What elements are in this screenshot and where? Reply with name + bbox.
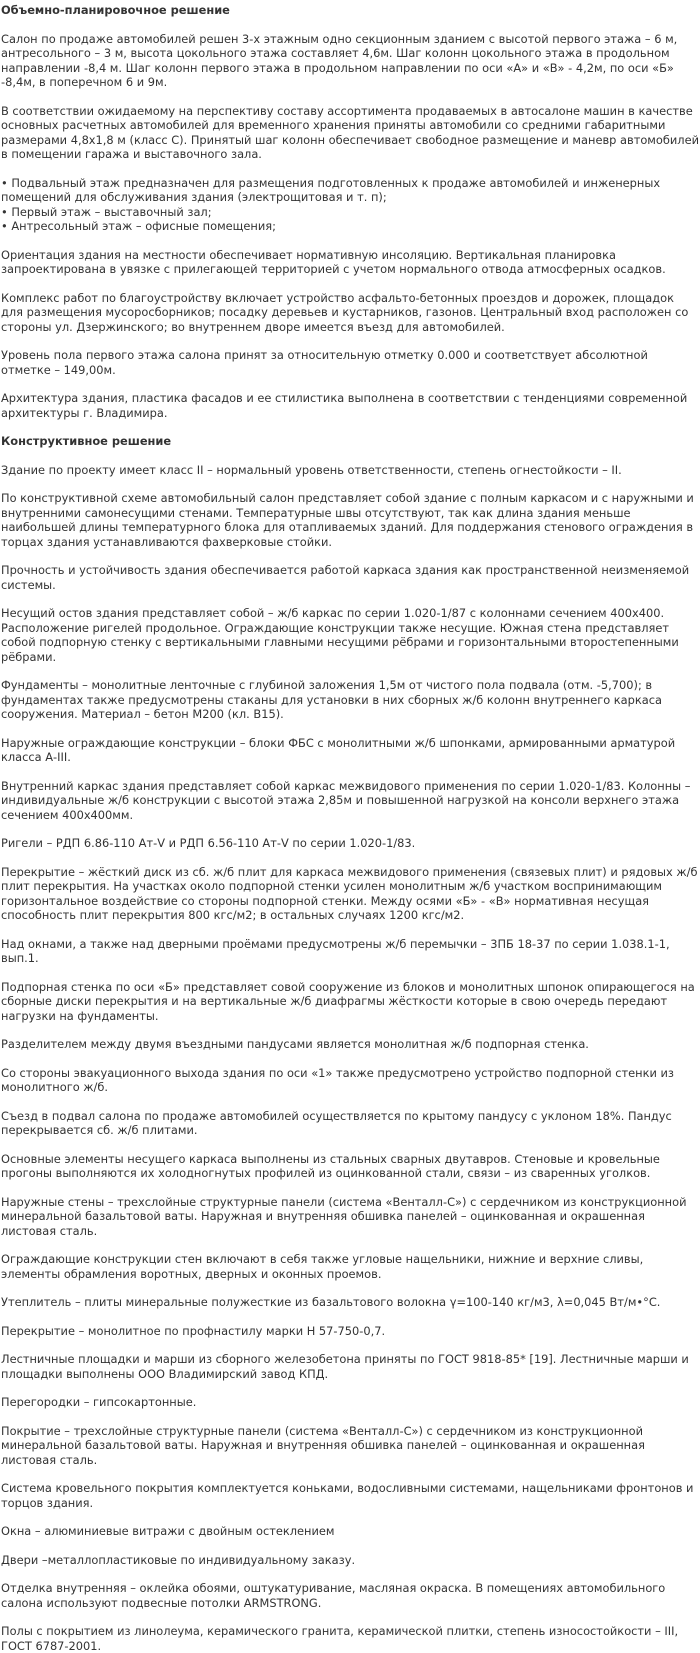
list-item: • Подвальный этаж предназначен для размещения подготовленных к продаже автомобилей и инженерных помещений для обслуживания здания (электрощитовая и т. п); — [1, 176, 699, 205]
paragraph: Подпорная стенка по оси «Б» представляет совой сооружение из блоков и монолитных шпонок опирающегося на сборные диски перекрытия и на вертикальные ж/б диафрагмы жёсткости которые в свою очередь передают нагрузки на фундаменты. — [1, 980, 699, 1024]
paragraph: Основные элементы несущего каркаса выполнены из стальных сварных двутавров. Стеновые и кровельные прогоны выполняются их холодногнутых профилей из оцинкованной стали, связи – из сваренных уголков. — [1, 1152, 699, 1181]
paragraph: Двери –металлопластиковые по индивидуальному заказу. — [1, 1553, 699, 1568]
paragraph: Фундаменты – монолитные ленточные с глубиной заложения 1,5м от чистого пола подвала (отм. -5,700); в фундаментах также предусмотрены стаканы для установки в них сборных ж/б колонн внутреннего каркаса сооружения. Материал – бетон М200 (кл. В15). — [1, 678, 699, 722]
paragraph: Полы с покрытием из линолеума, керамического гранита, керамической плитки, степень износостойкости – III, ГОСТ 6787-2001. — [1, 1624, 699, 1653]
paragraph: Прочность и устойчивость здания обеспечивается работой каркаса здания как пространственной неизменяемой системы. — [1, 563, 699, 592]
section-heading-structural: Конструктивное решение — [1, 434, 699, 449]
paragraph: Утеплитель – плиты минеральные полужесткие из базальтового волокна γ=100-140 кг/м3, λ=0,045 Вт/м•°С. — [1, 1295, 699, 1310]
paragraph: Съезд в подвал салона по продаже автомобилей осуществляется по крытому пандусу с уклоном 18%. Пандус перекрывается сб. ж/б плитами. — [1, 1109, 699, 1138]
paragraph: В соответствии ожидаемому на перспективу составу ассортимента продаваемых в автосалоне машин в качестве основных расчетных автомобилей для временного хранения приняты автомобили со средними габаритными размерами 4,8х1,8 м (класс С). Принятый шаг колонн обеспечивает свободное размещение и маневр автомобилей в помещении гаража и выставочного зала. — [1, 104, 699, 162]
paragraph: Наружные ограждающие конструкции – блоки ФБС с монолитными ж/б шпонками, армированными арматурой класса А-III. — [1, 736, 699, 765]
paragraph: Перекрытие – жёсткий диск из сб. ж/б плит для каркаса межвидового применения (связевых плит) и рядовых ж/б плит перекрытия. На участках около подпорной стенки усилен монолитным ж/б участком воспринимающим горизонтальное воздействие со стороны подпорной стенки. Между осями «Б» - «В» нормативная несущая способность плит перекрытия 800 кгс/м2; в остальных случаях 1200 кгс/м2. — [1, 865, 699, 923]
paragraph: По конструктивной схеме автомобильный салон представляет собой здание с полным каркасом и с наружными и внутренними самонесущими стенами. Температурные швы отсутствуют, так как длина здания меньше наибольшей длины температурного блока для отапливаемых зданий. Для поддержания стенового ограждения в торцах здания устанавливаются фахверковые стойки. — [1, 491, 699, 549]
paragraph: Система кровельного покрытия комплектуется коньками, водосливными системами, нащельниками фронтонов и торцов здания. — [1, 1481, 699, 1510]
structural-section-body — [1, 463, 699, 1653]
paragraph: Разделителем между двумя въездными пандусами является монолитная ж/б подпорная стенка. — [1, 1037, 699, 1052]
paragraph: Лестничные площадки и марши из сборного железобетона приняты по ГОСТ 9818-85* [19]. Лестничные марши и площадки выполнены ООО Владимирский завод КПД. — [1, 1352, 699, 1381]
paragraph: Покрытие – трехслойные структурные панели (система «Венталл-С») с сердечником из конструкционной минеральной базальтовой ваты. Наружная и внутренняя обшивка панелей – оцинкованная и окрашенная листовая сталь. — [1, 1424, 699, 1468]
paragraph: Над окнами, а также над дверными проёмами предусмотрены ж/б перемычки – 3ПБ 18-37 по серии 1.038.1-1, вып.1. — [1, 937, 699, 966]
paragraph: Комплекс работ по благоустройству включает устройство асфальто-бетонных проездов и дорожек, площадок для размещения мусоросборников; посадку деревьев и кустарников, газонов. Центральный вход расположен со стороны ул. Дзержинского; во внутреннем дворе имеется въезд для автомобилей. — [1, 291, 699, 335]
paragraph: Перегородки – гипсокартонные. — [1, 1395, 699, 1410]
paragraph: Салон по продаже автомобилей решен 3-х этажным одно секционным зданием с высотой первого этажа – 6 м, антресольного – 3 м, высота цокольного этажа составляет 4,6м. Шаг колонн цокольного этажа в продольном направлении -8,4 м. Шаг колонн первого этажа в продольном направлении по оси «А» и «В» - 4,2м, по оси «Б» -8,4м, в поперечном 6 и 9м. — [1, 32, 699, 90]
paragraph: Ограждающие конструкции стен включают в себя также угловые нащельники, нижние и верхние сливы, элементы обрамления воротных, дверных и оконных проемов. — [1, 1252, 699, 1281]
paragraph: Несущий остов здания представляет собой – ж/б каркас по серии 1.020-1/87 с колоннами сечением 400х400. Расположение ригелей продольное. Ограждающие конструкции также несущие. Южная стена представляет собой подпорную стенку с вертикальными главными несущими рёбрами и горизонтальными второстепенными рёбрами. — [1, 606, 699, 664]
list-item: • Антресольный этаж – офисные помещения; — [1, 219, 699, 234]
paragraph: Окна – алюминиевые витражи с двойным остеклением — [1, 1524, 699, 1539]
section-heading-planning: Объемно-планировочное решение — [1, 3, 699, 18]
paragraph: Здание по проекту имеет класс II – нормальный уровень ответственности, степень огнестойкости – II. — [1, 463, 699, 478]
floor-list — [1, 176, 699, 234]
paragraph: Наружные стены – трехслойные структурные панели (система «Венталл-С») с сердечником из конструкционной минеральной базальтовой ваты. Наружная и внутренняя обшивка панелей – оцинкованная и окрашенная листовая сталь. — [1, 1195, 699, 1239]
paragraph: Ригели – РДП 6.86-110 Ат-V и РДП 6.56-110 Ат-V по серии 1.020-1/83. — [1, 836, 699, 851]
list-item: • Первый этаж – выставочный зал; — [1, 205, 699, 220]
paragraph: Внутренний каркас здания представляет собой каркас межвидового применения по серии 1.020-1/83. Колонны – индивидуальные ж/б конструкции с высотой этажа 2,85м и повышенной нагрузкой на консоли верхнего этажа сечением 400х400мм. — [1, 779, 699, 823]
paragraph: Перекрытие – монолитное по профнастилу марки Н 57-750-0,7. — [1, 1324, 699, 1339]
paragraph: Уровень пола первого этажа салона принят за относительную отметку 0.000 и соответствует абсолютной отметке – 149,00м. — [1, 348, 699, 377]
paragraph: Архитектура здания, пластика фасадов и ее стилистика выполнена в соответствии с тенденциями современной архитектуры г. Владимира. — [1, 391, 699, 420]
paragraph: Со стороны эвакуационного выхода здания по оси «1» также предусмотрено устройство подпорной стенки из монолитного ж/б. — [1, 1066, 699, 1095]
paragraph: Отделка внутренняя – оклейка обоями, оштукатуривание, масляная окраска. В помещениях автомобильного салона используют подвесные потолки ARMSTRONG. — [1, 1581, 699, 1610]
paragraph: Ориентация здания на местности обеспечивает нормативную инсоляцию. Вертикальная планировка запроектирована в увязке с прилегающей территорией с учетом нормального отвода атмосферных осадков. — [1, 248, 699, 277]
